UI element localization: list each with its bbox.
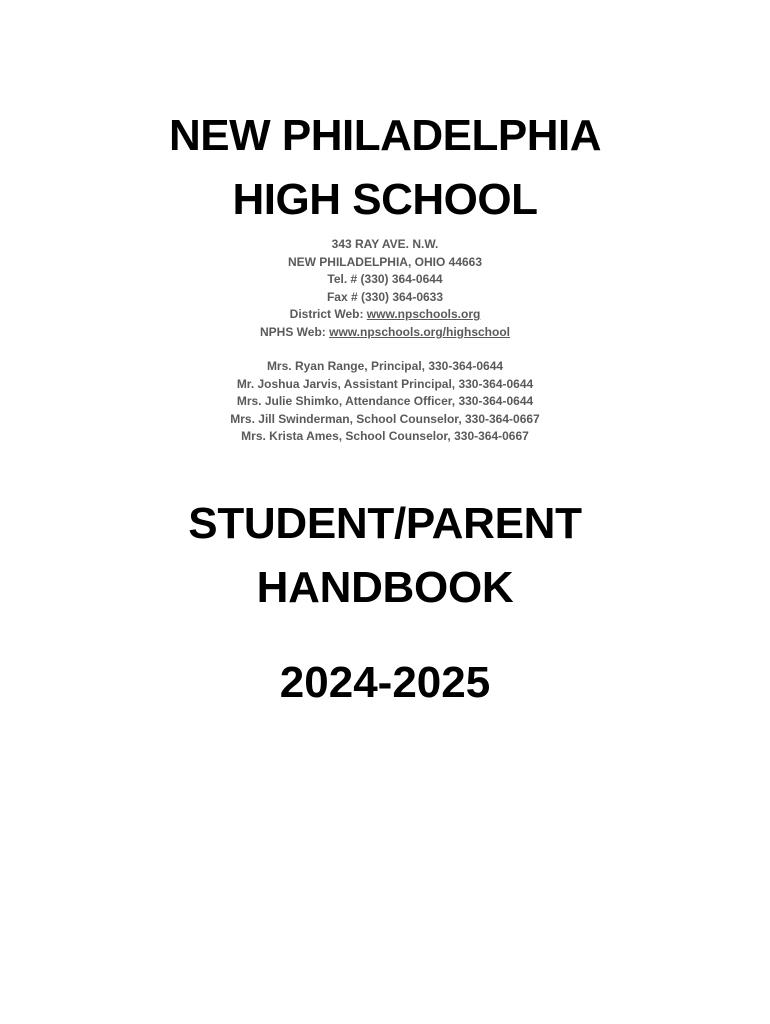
nphs-web-label: NPHS Web: xyxy=(259,324,330,339)
address-line-2: NEW PHILADELPHIA, OHIO 44663 xyxy=(287,254,483,269)
staff-list xyxy=(0,358,770,446)
staff-entry-counselor-1: Mrs. Jill Swinderman, School Counselor, 330-364-0667 xyxy=(230,411,540,426)
handbook-title-line-2: HANDBOOK xyxy=(256,563,514,612)
contact-info xyxy=(0,236,770,342)
fax-number: Fax # (330) 364-0633 xyxy=(326,289,444,304)
staff-entry-principal: Mrs. Ryan Range, Principal, 330-364-0644 xyxy=(266,359,504,373)
school-title-line-2: HIGH SCHOOL xyxy=(232,175,538,224)
staff-entry-attendance-officer: Mrs. Julie Shimko, Attendance Officer, 330-364-0644 xyxy=(236,394,534,409)
staff-entry-assistant-principal: Mr. Joshua Jarvis, Assistant Principal, 330-364-0644 xyxy=(236,376,534,391)
school-title xyxy=(0,104,770,232)
district-web-link[interactable]: www.npschools.org xyxy=(366,307,481,322)
handbook-title xyxy=(0,492,770,620)
nphs-web-line xyxy=(0,324,770,342)
handbook-title-line-1: STUDENT/PARENT xyxy=(188,499,582,548)
school-title-line-1: NEW PHILADELPHIA xyxy=(169,111,601,160)
telephone-number: Tel. # (330) 364-0644 xyxy=(327,272,443,287)
district-web-label: District Web: xyxy=(289,307,367,322)
staff-entry-counselor-2: Mrs. Krista Ames, School Counselor, 330-364-0667 xyxy=(241,429,529,444)
nphs-web-link[interactable]: www.npschools.org/highschool xyxy=(329,324,510,339)
school-year: 2024-2025 xyxy=(279,658,491,707)
district-web-line xyxy=(0,306,770,324)
address-line-1: 343 RAY AVE. N.W. xyxy=(331,237,439,251)
